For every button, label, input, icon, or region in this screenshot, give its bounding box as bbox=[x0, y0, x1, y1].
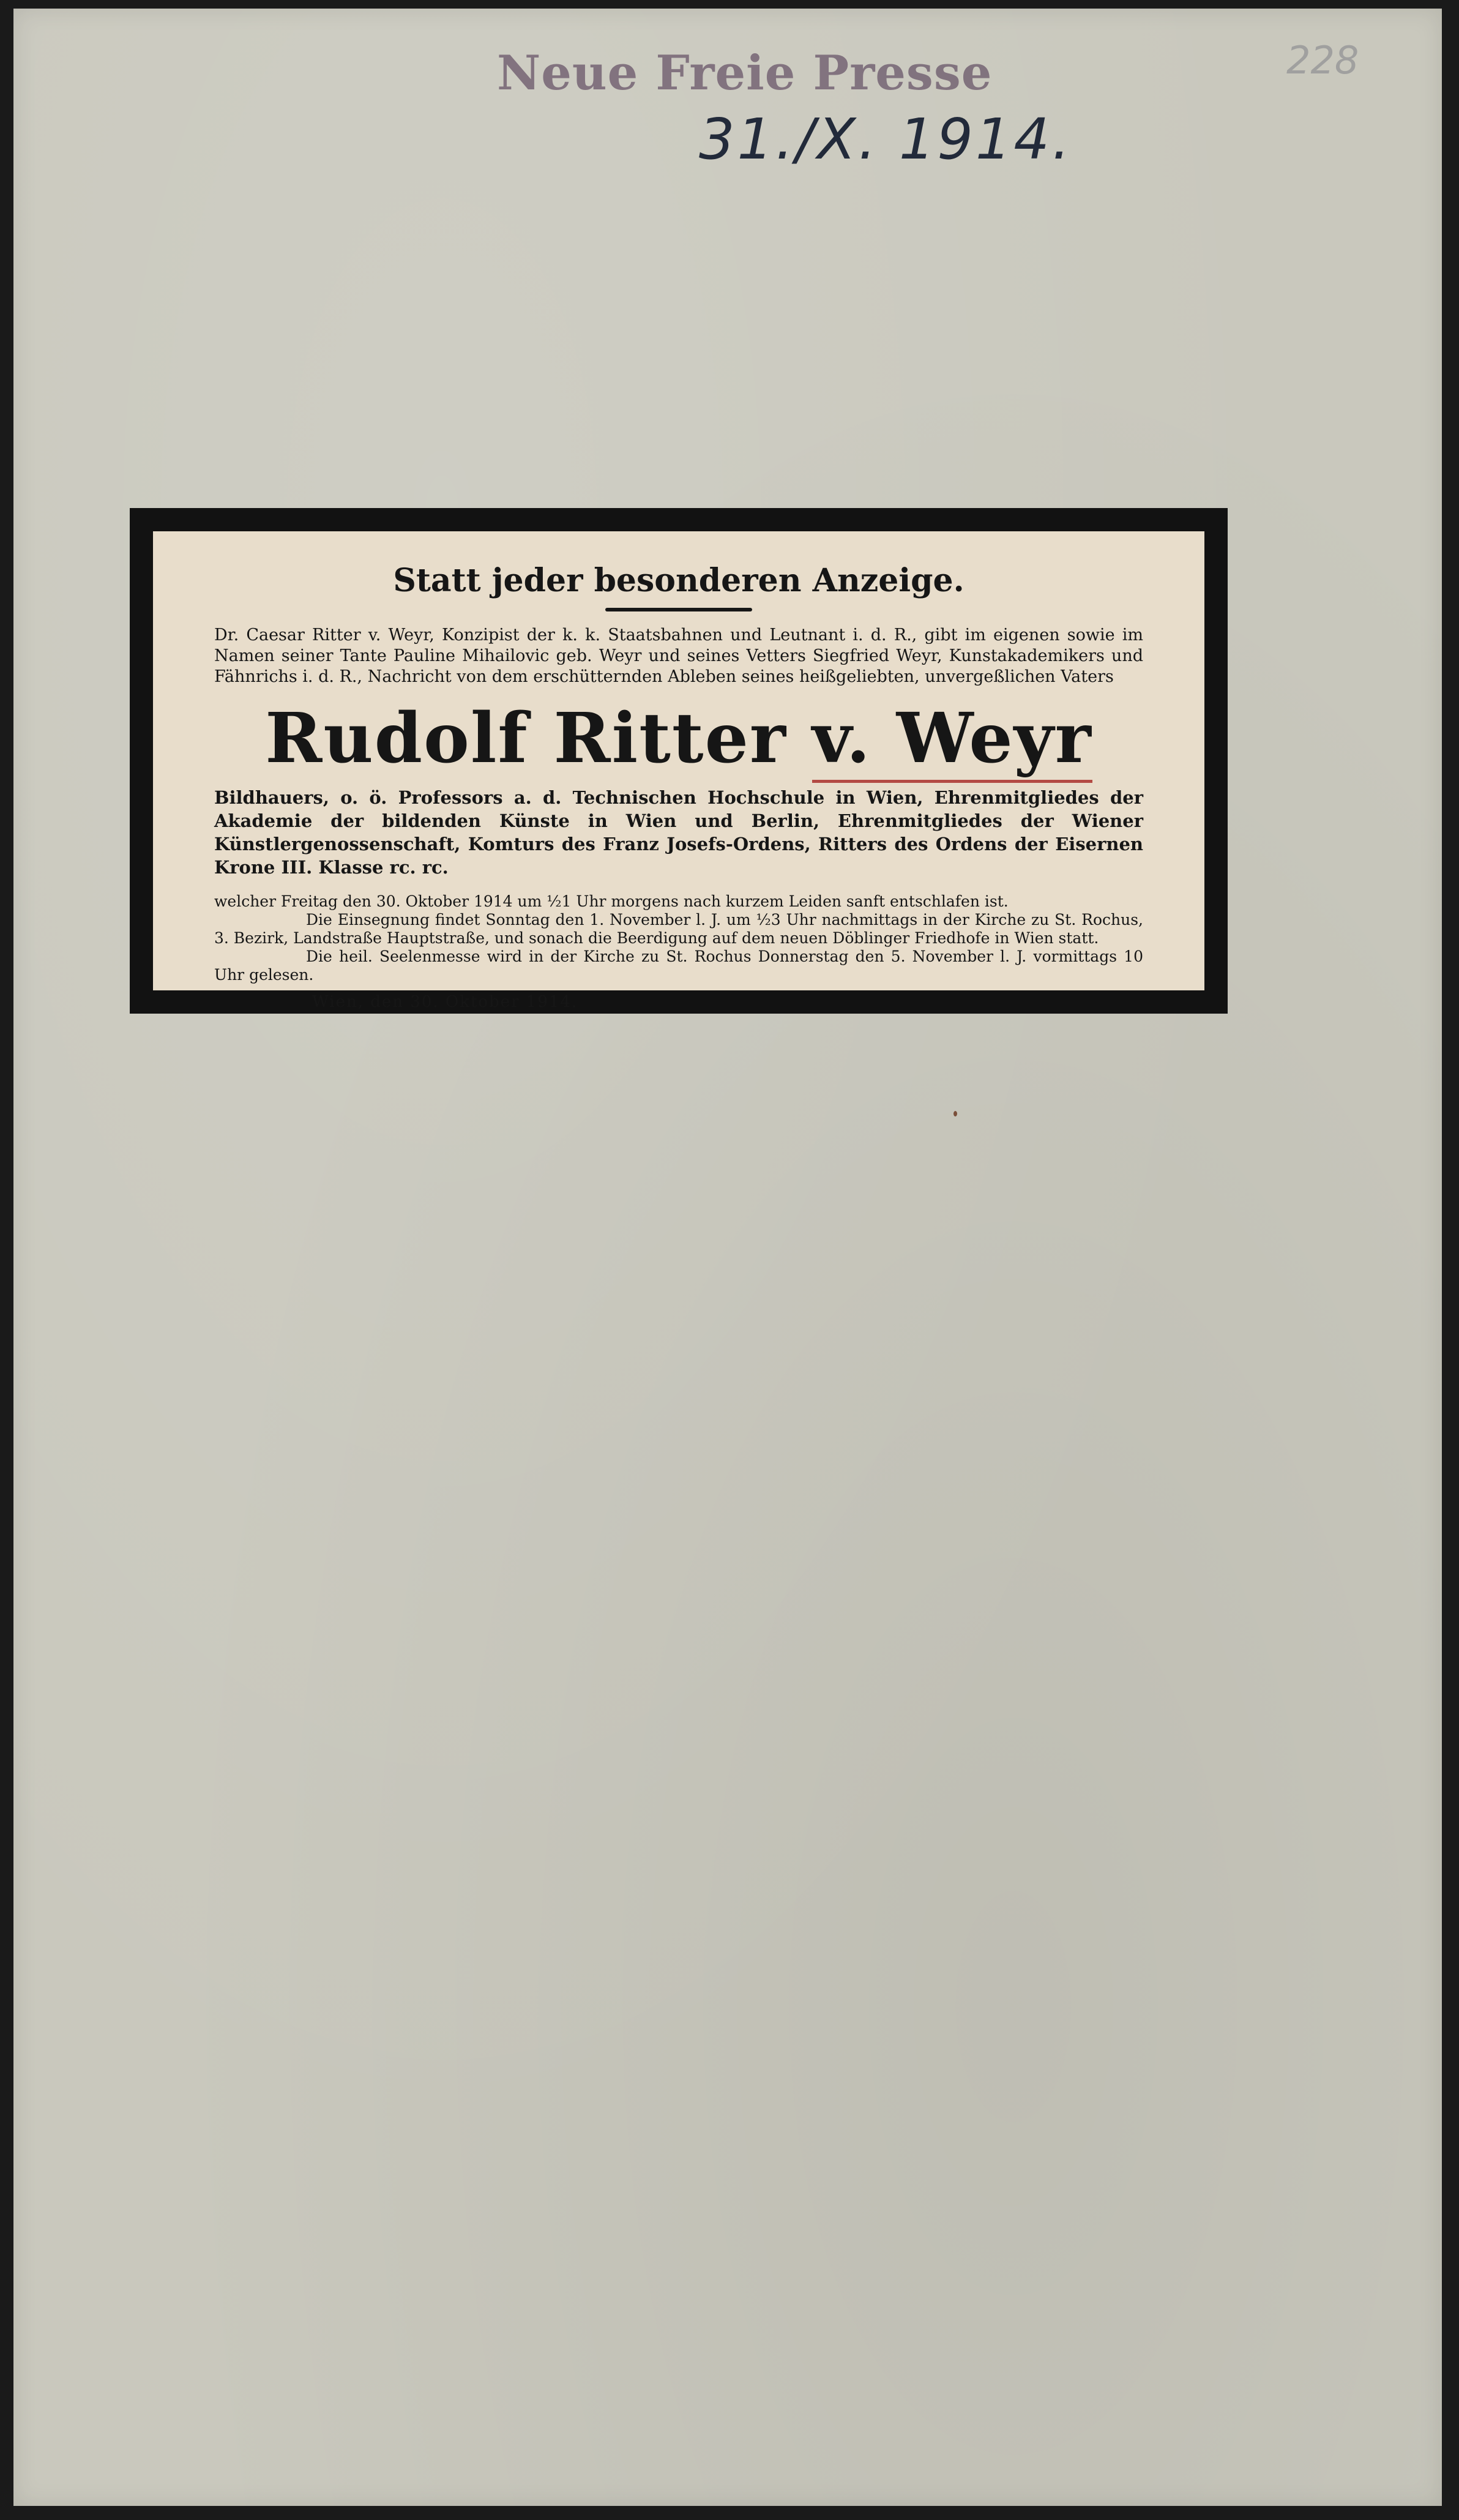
obituary-text-area bbox=[153, 531, 1204, 1011]
pencil-page-number: 228 bbox=[1286, 38, 1359, 83]
heading-rule bbox=[605, 608, 752, 611]
place-and-date: Wien, den 30. Oktober 1914. bbox=[312, 993, 578, 1011]
notice-details bbox=[214, 892, 1143, 984]
newspaper-stamp: Neue Freie Presse bbox=[497, 45, 993, 101]
deceased-name-main: Rudolf Ritter bbox=[265, 698, 787, 779]
notice-heading: Statt jeder besonderen Anzeige. bbox=[393, 562, 965, 599]
deceased-name bbox=[214, 698, 1143, 779]
deceased-titles: Bildhauers, o. ö. Professors a. d. Technischen Hochschule in Wien, Ehrenmitgliedes der Akademie der bildenden Künste in Wien und Berlin, Ehrenmitgliedes der Wiener Künstlergenossenschaft, Komturs des Franz Josefs-Ordens, Ritters des Ordens der Eisernen Krone III. Klasse rc. rc. bbox=[214, 787, 1143, 878]
ink-spot bbox=[953, 1111, 957, 1116]
funeral-line: Die Einsegnung findet Sonntag den 1. November l. J. um ½3 Uhr nachmittags in der Kirche zu St. Rochus, 3. Bezirk, Landstraße Hauptstraße, und sonach die Beerdigung auf dem neuen Döblinger Friedhofe in Wien statt. bbox=[214, 911, 1143, 947]
archive-sheet bbox=[13, 9, 1442, 2506]
handwritten-date: 31./X. 1914. bbox=[699, 107, 1073, 172]
deceased-name-particle: v. Weyr bbox=[812, 698, 1092, 783]
mass-line: Die heil. Seelenmesse wird in der Kirche zu St. Rochus Donnerstag den 5. November l. J. vormittags 10 Uhr gelesen. bbox=[214, 948, 1143, 984]
death-line: welcher Freitag den 30. Oktober 1914 um ½1 Uhr morgens nach kurzem Leiden sanft entschlafen ist. bbox=[214, 892, 1009, 910]
obituary-clipping bbox=[130, 508, 1228, 1014]
notice-intro: Dr. Caesar Ritter v. Weyr, Konzipist der k. k. Staatsbahnen und Leutnant i. d. R., gibt im eigenen sowie im Namen seiner Tante Pauline Mihailovic geb. Weyr und seines Vetters Siegfried Weyr, Kunstakademikers und Fähnrichs i. d. R., Nachricht von dem erschütternden Ableben seines heißgeliebten, unvergeßlichen Vaters bbox=[214, 626, 1143, 686]
